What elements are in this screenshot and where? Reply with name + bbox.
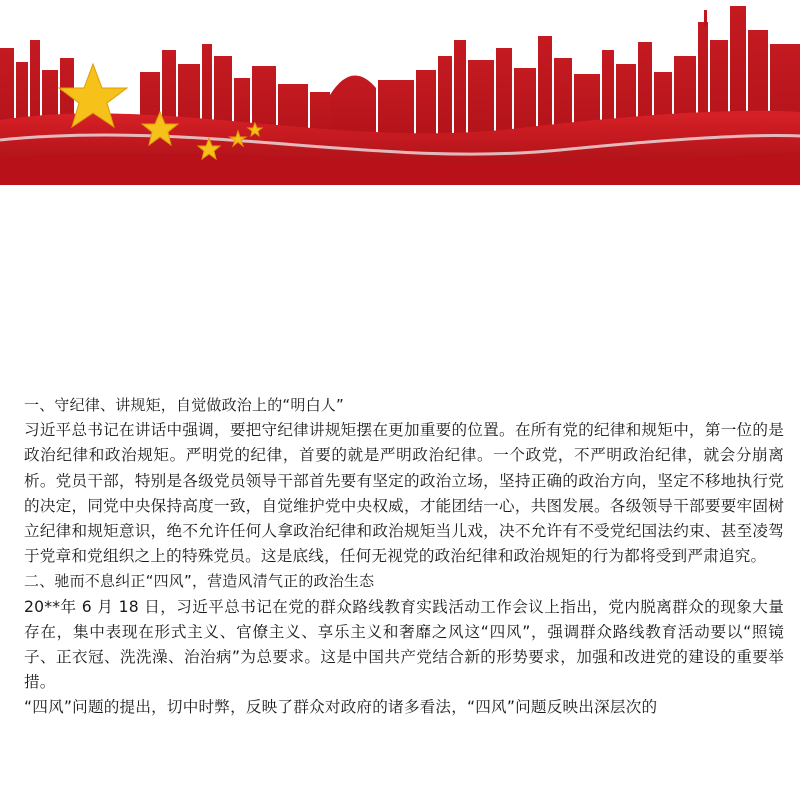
paragraph-1: 习近平总书记在讲话中强调，要把守纪律讲规矩摆在更加重要的位置。在所有党的纪律和规矩中，第一位的是政治纪律和政治规矩。严明党的纪律，首要的就是严明政治纪律。一个政党，不严明政治纪律，就会分崩离析。党员干部，特别是各级党员领导干部首先要有坚定的政治立场，坚持正确的政治方向，坚定不移地执行党的决定，同党中央保持高度一致，自觉维护党中央权威，才能团结一心，共图发展。各级领导干部要要牢固树立纪律和规矩意识，绝不允许任何人拿政治纪律和政治规矩当儿戏，决不允许有不受党纪国法约束、甚至凌驾于党章和党组织之上的特殊党员。这是底线，任何无视党的政治纪律和政治规矩的行为都将受到严肃追究。	[24, 421, 784, 566]
paragraph-2: 20**年 6 月 18 日，习近平总书记在党的群众路线教育实践活动工作会议上指出，党内脱离群众的现象大量存在，集中表现在形式主义、官僚主义、享乐主义和奢靡之风这“四风”，强调群众路线教育活动要以“照镜子、正衣冠、洗洗澡、治治病”为总要求。这是中国共产党结合新的形势要求，加强和改进党的建设的重要举措。	[24, 597, 784, 692]
header-banner	[0, 0, 800, 185]
section-heading-1: 一、守纪律、讲规矩，自觉做政治上的“明白人”	[24, 396, 344, 414]
paragraph-3: “四风”问题的提出，切中时弊，反映了群众对政府的诸多看法，“四风”问题反映出深层次的	[24, 698, 658, 717]
skyline-illustration	[0, 0, 800, 185]
document-body	[24, 393, 784, 721]
section-heading-2: 二、驰而不息纠正“四风”，营造风清气正的政治生态	[24, 572, 375, 591]
